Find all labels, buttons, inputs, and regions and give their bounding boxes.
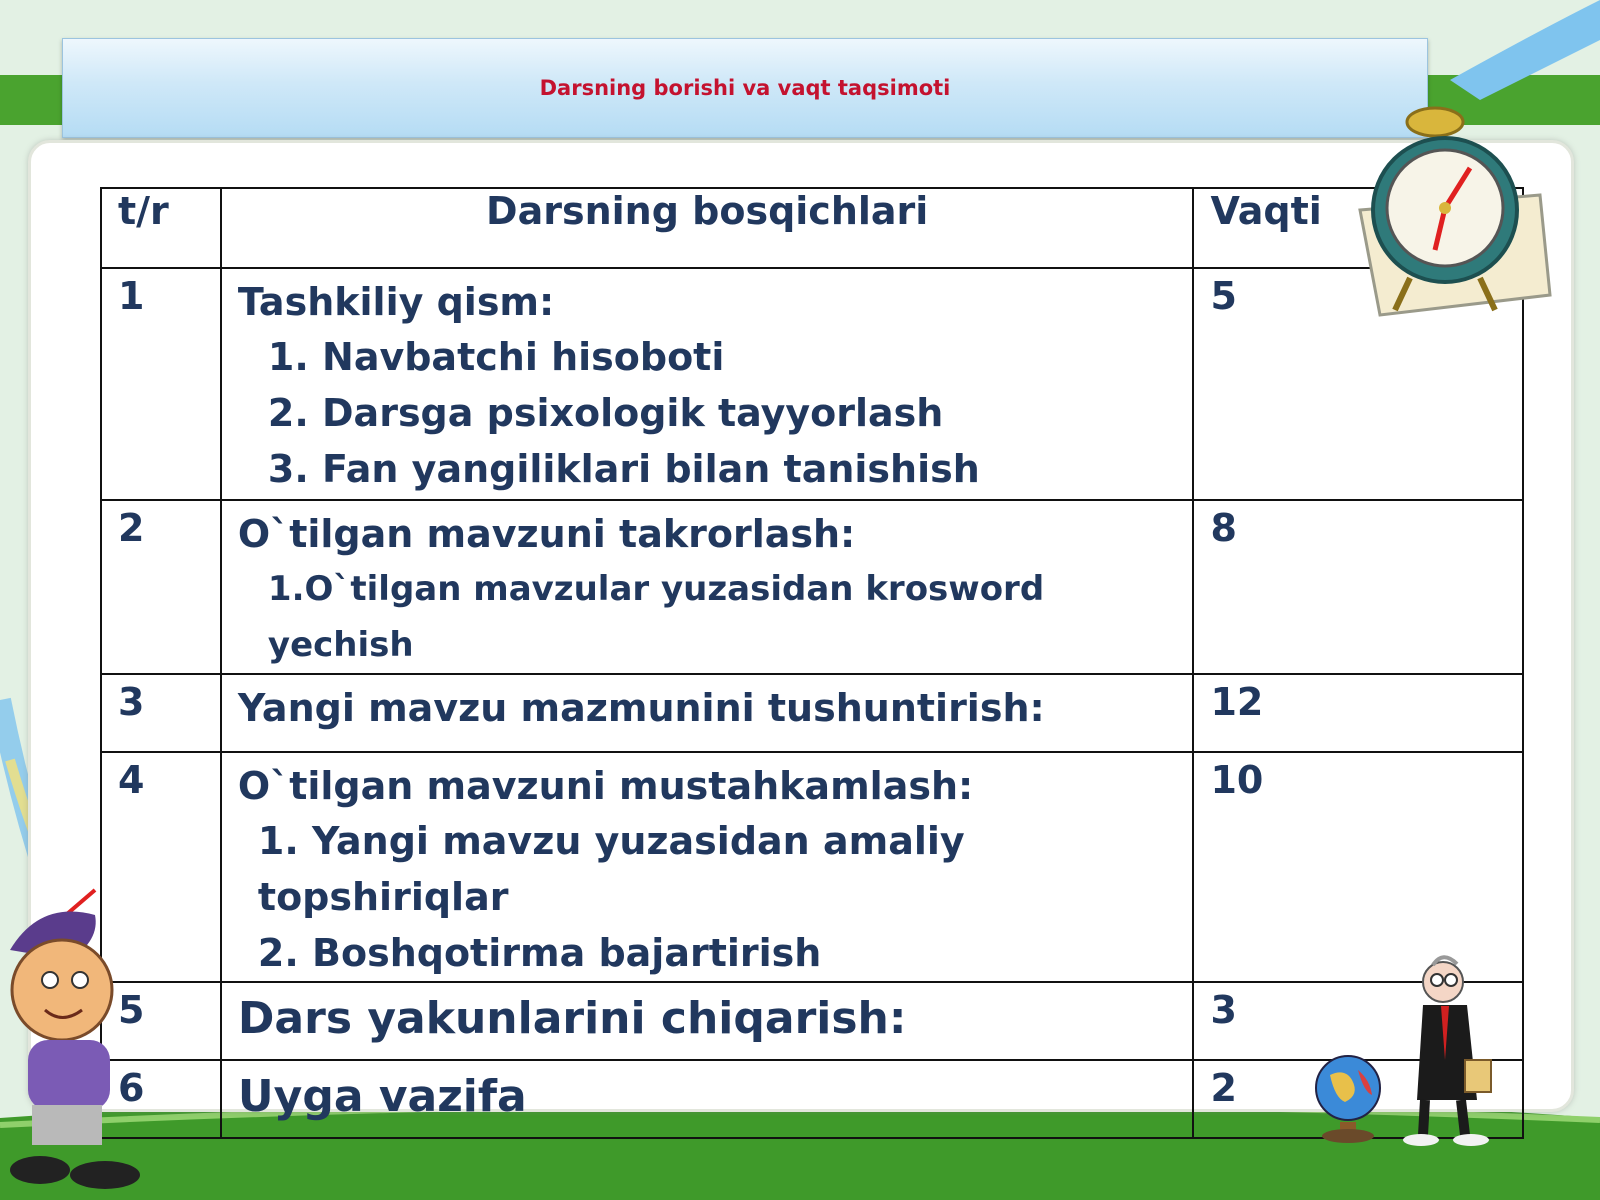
alarm-clock-icon <box>1350 100 1560 330</box>
title-banner <box>62 38 1428 138</box>
stage-substep: 3. Fan yangiliklari bilan tanishish <box>267 447 980 491</box>
boy-cartoon-icon <box>0 880 160 1200</box>
header-number: t/r <box>101 188 221 268</box>
professor-cartoon-icon <box>1395 950 1515 1150</box>
stage-substep: 2. Boshqotirma bajartirish <box>257 931 822 975</box>
stage-substep: 2. Darsga psixologik tayyorlash <box>267 391 944 435</box>
row-number: 2 <box>101 500 221 674</box>
globe-icon <box>1300 1040 1400 1150</box>
stage-title: Uyga vazifa <box>237 1071 527 1122</box>
stage-cell <box>221 674 1194 752</box>
stage-title: Yangi mavzu mazmunini tushuntirish: <box>237 686 1045 730</box>
table-header-row <box>101 188 1523 268</box>
stage-cell <box>221 1060 1194 1138</box>
stage-time: 10 <box>1193 752 1523 982</box>
row-number: 6 <box>101 1060 221 1138</box>
table-row <box>101 674 1523 752</box>
stage-title: Tashkiliy qism: <box>237 280 555 324</box>
stage-cell <box>221 268 1194 500</box>
table-row <box>101 500 1523 674</box>
stage-title: O`tilgan mavzuni mustahkamlash: <box>237 764 974 808</box>
stage-substep: 1. Navbatchi hisoboti <box>267 335 725 379</box>
row-number: 4 <box>101 752 221 982</box>
stage-title: O`tilgan mavzuni takrorlash: <box>237 512 856 556</box>
stage-time: 12 <box>1193 674 1523 752</box>
stage-substep: 1. Yangi mavzu yuzasidan amaliy topshiriqlar <box>257 819 965 919</box>
row-number: 3 <box>101 674 221 752</box>
header-time: Vaqti <box>1193 188 1523 268</box>
header-stages: Darsning bosqichlari <box>221 188 1194 268</box>
stage-cell <box>221 500 1194 674</box>
stage-title: Dars yakunlarini chiqarish: <box>237 993 907 1044</box>
stage-substep: 1.O`tilgan mavzular yuzasidan krosword yechish <box>267 569 1045 665</box>
table-row <box>101 752 1523 982</box>
stage-time: 3 <box>1193 982 1523 1060</box>
stage-time: 5 <box>1193 268 1523 500</box>
row-number: 1 <box>101 268 221 500</box>
stage-time: 2 <box>1193 1060 1523 1138</box>
stage-time: 8 <box>1193 500 1523 674</box>
stage-cell <box>221 752 1194 982</box>
slide-title: Darsning borishi va vaqt taqsimoti <box>539 76 951 100</box>
stage-cell <box>221 982 1194 1060</box>
lesson-stages-table <box>100 187 1524 1139</box>
table-row <box>101 268 1523 500</box>
row-number: 5 <box>101 982 221 1060</box>
